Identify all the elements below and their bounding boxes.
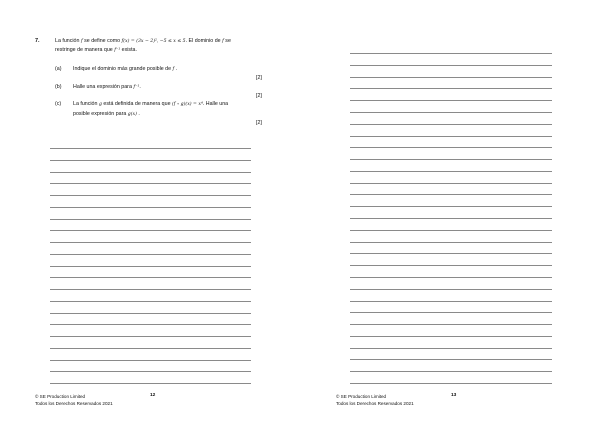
answer-lines-left[interactable] <box>50 148 251 383</box>
answer-line[interactable] <box>350 230 552 231</box>
answer-line[interactable] <box>350 277 552 278</box>
answer-line[interactable] <box>350 147 552 148</box>
part-text: Indique el dominio más grande posible de <box>73 66 172 72</box>
page-number-right: 13 <box>451 393 457 398</box>
question-number: 7. <box>35 38 40 44</box>
part-text: posible expresión para <box>73 110 127 117</box>
part-b-label: (b) <box>55 84 62 90</box>
answer-line[interactable] <box>50 336 251 337</box>
answer-line[interactable] <box>50 360 251 361</box>
answer-line[interactable] <box>350 348 552 349</box>
answer-line[interactable] <box>350 183 552 184</box>
answer-line[interactable] <box>350 100 552 101</box>
math-finverse: f⁻¹ <box>133 85 140 90</box>
answer-line[interactable] <box>50 313 251 314</box>
math-finverse: f⁻¹ <box>114 48 121 53</box>
answer-lines-right[interactable] <box>350 53 552 383</box>
answer-line[interactable] <box>50 172 251 173</box>
stem-text: La función <box>55 38 80 44</box>
answer-line[interactable] <box>50 348 251 349</box>
answer-line[interactable] <box>350 383 552 384</box>
part-text: está definida de manera que <box>103 101 171 107</box>
footer-left <box>35 393 113 407</box>
answer-line[interactable] <box>350 336 552 337</box>
part-b-text <box>73 83 253 93</box>
answer-line[interactable] <box>50 371 251 372</box>
answer-line[interactable] <box>350 171 552 172</box>
footer-rights: Todos los Derechos Reservados 2021 <box>35 401 113 406</box>
answer-line[interactable] <box>50 207 251 208</box>
answer-line[interactable] <box>350 253 552 254</box>
answer-line[interactable] <box>350 289 552 290</box>
math-g: g <box>98 102 102 107</box>
answer-line[interactable] <box>350 218 552 219</box>
answer-line[interactable] <box>350 359 552 360</box>
answer-line[interactable] <box>50 148 251 149</box>
answer-line[interactable] <box>350 112 552 113</box>
answer-line[interactable] <box>350 88 552 89</box>
answer-line[interactable] <box>50 183 251 184</box>
math-f: f <box>222 39 224 44</box>
part-c-label: (c) <box>55 101 62 107</box>
answer-line[interactable] <box>350 194 552 195</box>
part-b-marks: [2] <box>256 93 262 99</box>
answer-line[interactable] <box>50 301 251 302</box>
answer-line[interactable] <box>350 206 552 207</box>
part-c-text <box>73 100 273 119</box>
answer-line[interactable] <box>350 312 552 313</box>
part-c-marks: [2] <box>256 120 262 126</box>
answer-line[interactable] <box>350 77 552 78</box>
part-text: . <box>175 66 178 72</box>
footer-rights: Todos los Derechos Reservados 2021 <box>336 401 414 406</box>
answer-line[interactable] <box>50 277 251 278</box>
answer-line[interactable] <box>50 383 251 384</box>
footer-copyright: © SE Production Limited <box>336 394 387 399</box>
math-f: f <box>80 39 83 44</box>
part-a-marks: [2] <box>256 75 262 81</box>
footer-copyright: © SE Production Limited <box>35 394 86 399</box>
part-a-label: (a) <box>55 66 62 72</box>
answer-line[interactable] <box>350 324 552 325</box>
stem-text: se define como <box>84 38 121 44</box>
answer-line[interactable] <box>350 53 552 54</box>
part-text: . <box>139 84 141 90</box>
answer-line[interactable] <box>50 266 251 267</box>
math-gx: g(x) <box>127 111 137 117</box>
answer-line[interactable] <box>50 230 251 231</box>
answer-line[interactable] <box>50 289 251 290</box>
footer-right <box>336 393 414 407</box>
math-f: f <box>172 67 175 72</box>
page-number-left: 12 <box>150 393 156 398</box>
part-text: La función <box>73 101 98 107</box>
part-a-text <box>73 65 253 75</box>
math-formula: f(x) = (3x − 2)², −5 ≤ x ≤ 5 <box>121 39 186 44</box>
answer-line[interactable] <box>350 371 552 372</box>
answer-line[interactable] <box>350 265 552 266</box>
answer-line[interactable] <box>350 242 552 243</box>
answer-line[interactable] <box>350 65 552 66</box>
part-text: . Halle una <box>202 101 229 107</box>
answer-line[interactable] <box>350 301 552 302</box>
answer-line[interactable] <box>350 159 552 160</box>
stem-text: exista. <box>121 47 137 53</box>
part-text: . <box>138 110 140 117</box>
answer-line[interactable] <box>50 242 251 243</box>
math-composition: (f ∘ g)(x) = x⁴ <box>172 102 203 107</box>
answer-line[interactable] <box>50 219 251 220</box>
answer-line[interactable] <box>50 160 251 161</box>
stem-text: . El dominio de <box>185 38 221 44</box>
part-text: Halle una expresión para <box>73 84 132 90</box>
answer-line[interactable] <box>50 254 251 255</box>
answer-line[interactable] <box>50 324 251 325</box>
stem-text: se <box>225 38 231 44</box>
answer-line[interactable] <box>350 136 552 137</box>
page-right <box>300 0 600 424</box>
question-stem <box>55 37 270 55</box>
answer-line[interactable] <box>50 195 251 196</box>
answer-line[interactable] <box>350 124 552 125</box>
stem-text: restringe de manera que <box>55 47 113 53</box>
